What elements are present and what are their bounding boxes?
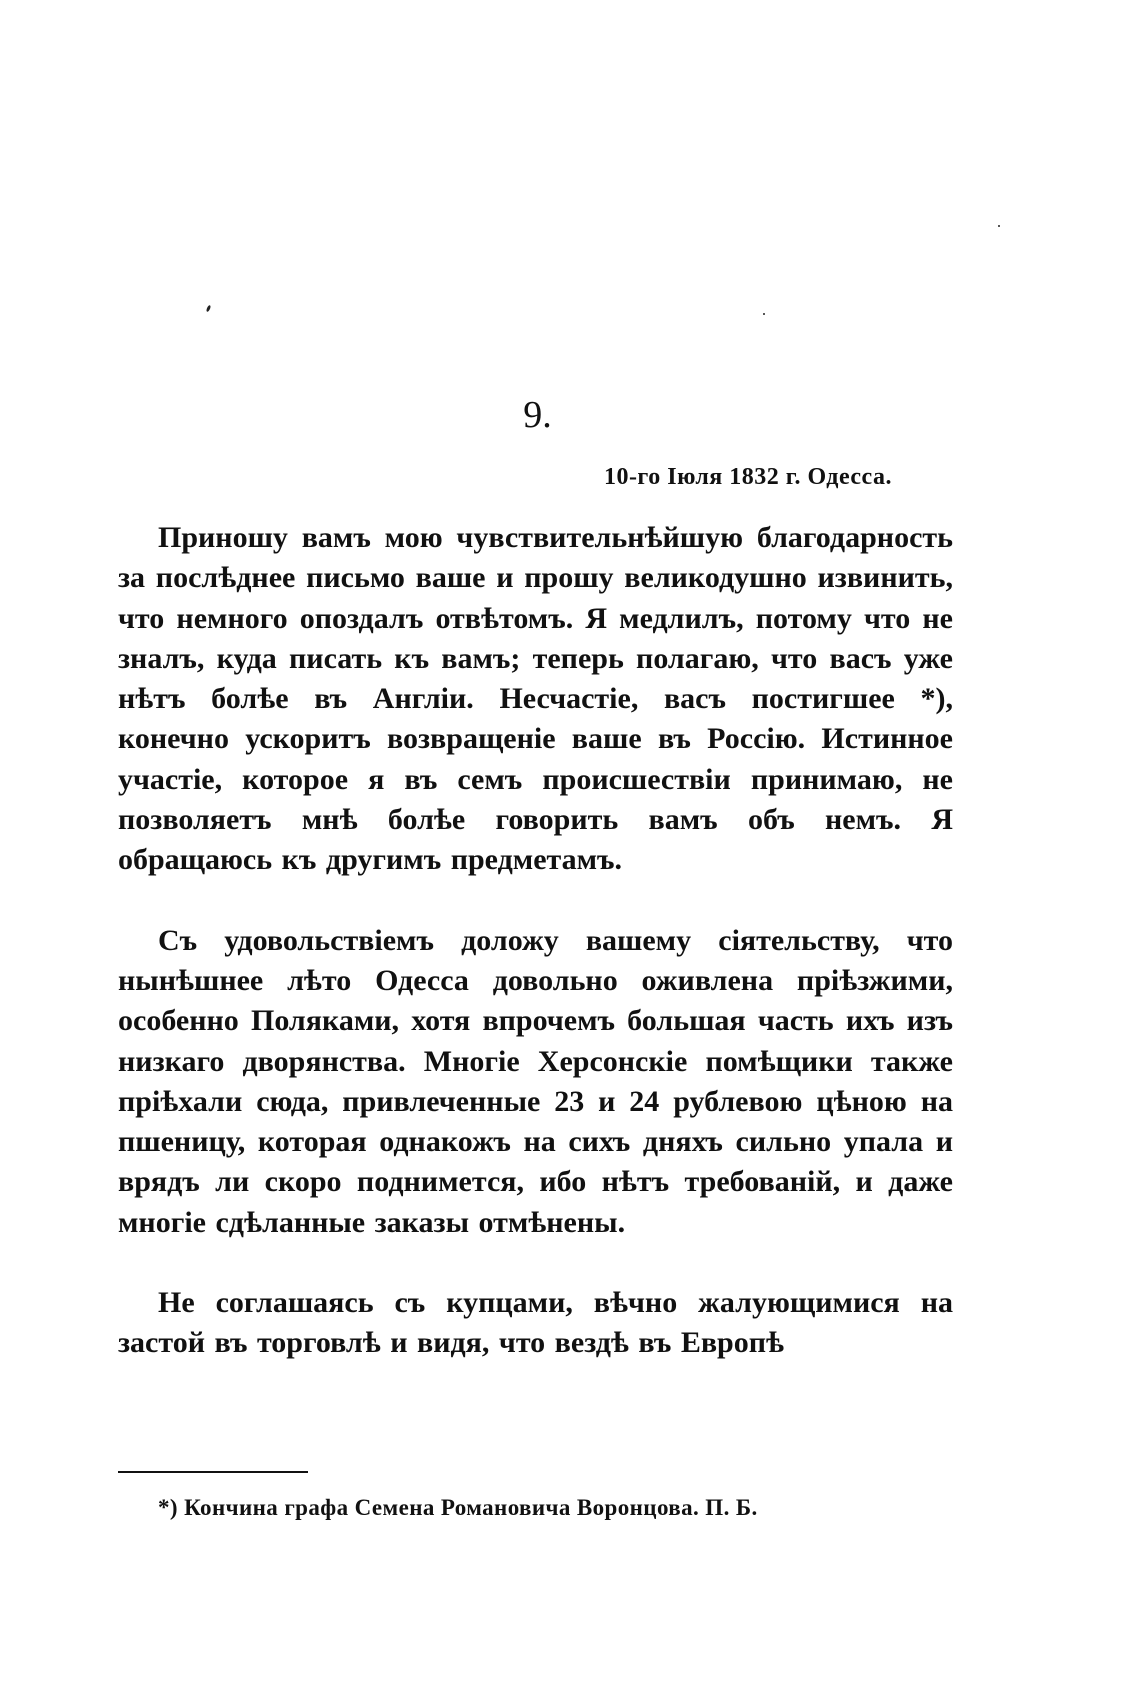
footnote-divider — [118, 1471, 308, 1473]
paragraph-2: Съ удовольствіемъ доложу вашему сіятельству, что нынѣшнее лѣто Одесса довольно оживлена пріѣзжими, особенно Поляками, хотя впрочемъ большая часть ихъ изъ низкаго дворянства. Многіе Херсонскіе помѣщики также пріѣхали сюда, привлеченные 23 и 24 рублевою цѣною на пшеницу, которая однакожъ на сихъ дняхъ сильно упала и врядъ ли скоро поднимется, ибо нѣтъ требованій, и даже многіе сдѣланные заказы отмѣнены. — [118, 923, 953, 1239]
letter-body — [118, 518, 953, 1364]
paragraph-3: Не соглашаясь съ купцами, вѣчно жалующимися на застой въ торговлѣ и видя, что вездѣ въ Европѣ — [118, 1286, 953, 1360]
paragraph-1: Приношу вамъ мою чувствительнѣйшую благодарность за послѣднее письмо ваше и прошу великодушно извинить, что немного опоздалъ отвѣтомъ. Я медлилъ, потому что не зналъ, куда писать къ вамъ; теперь полагаю, что васъ уже нѣтъ болѣе въ Англіи. Несчастіе, васъ постигшее *), конечно ускоритъ возвращеніе ваше въ Россію. Истинное участіе, которое я въ семъ происшествіи принимаю, не позволяетъ мнѣ болѣе говорить вамъ объ немъ. Я обращаюсь къ другимъ предметамъ. — [118, 521, 953, 877]
letter-number: 9. — [523, 394, 552, 436]
print-speck — [763, 313, 765, 315]
print-speck — [206, 305, 212, 313]
footnote: *) Кончина графа Семена Романовича Воронцова. П. Б. — [158, 1495, 758, 1520]
letter-dateline: 10-го Іюля 1832 г. Одесса. — [603, 464, 892, 490]
print-speck — [998, 225, 1000, 227]
